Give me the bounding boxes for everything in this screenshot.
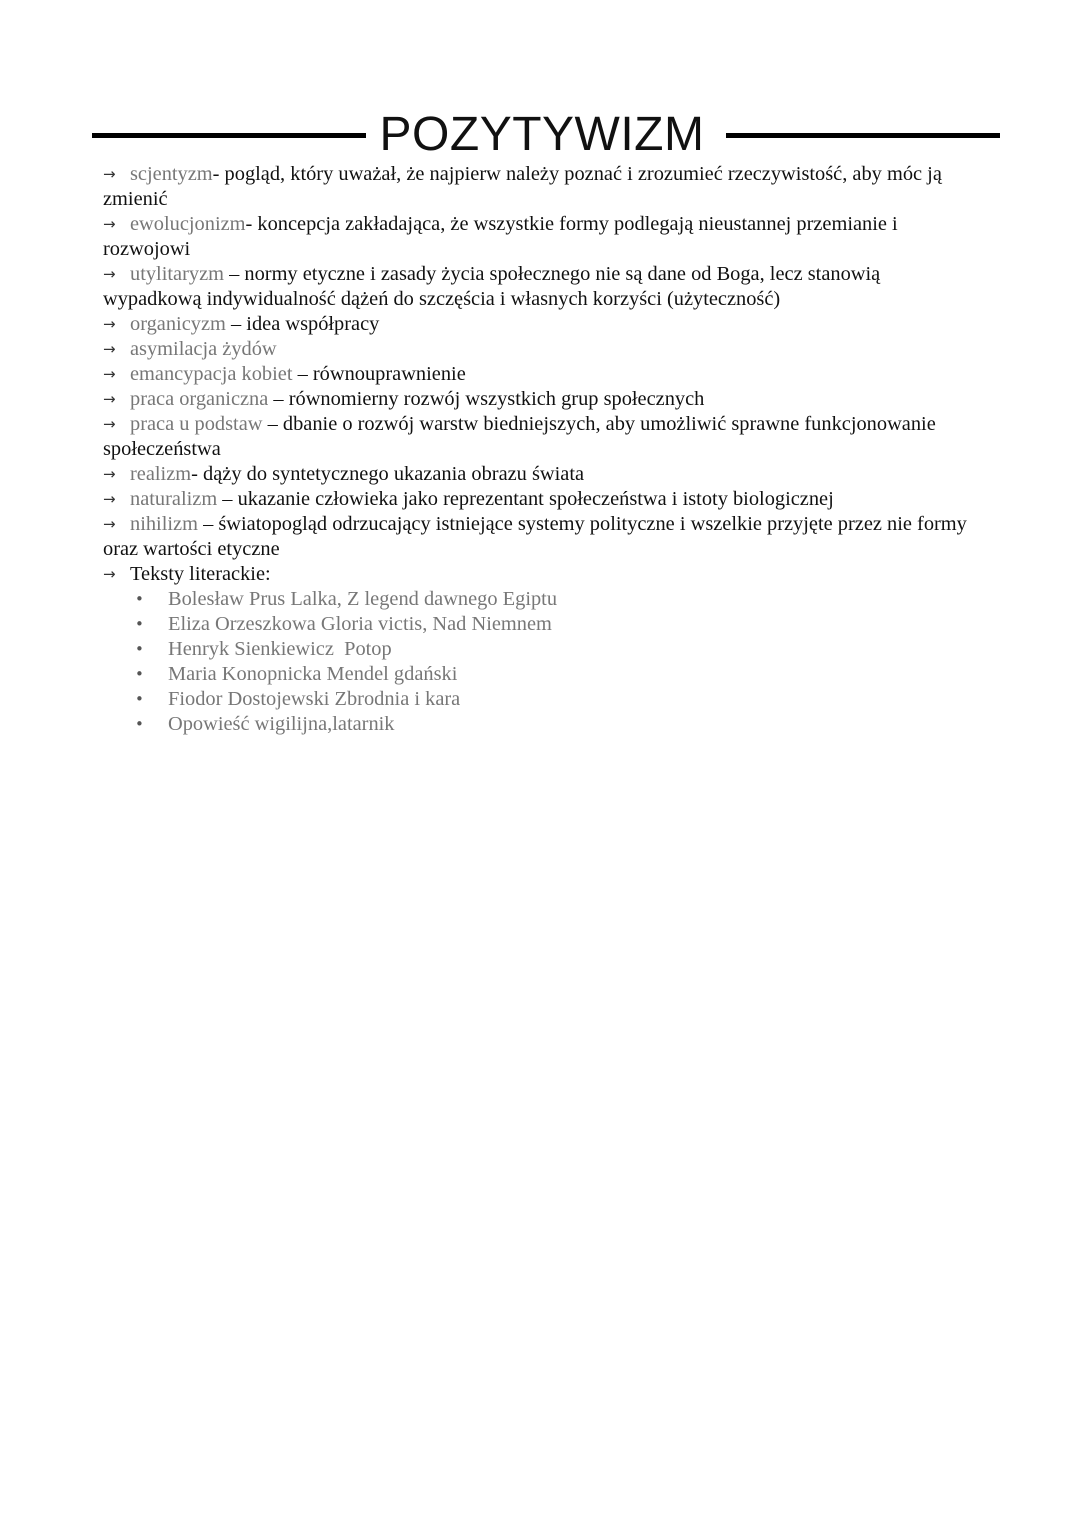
- definition-term: emancypacja kobiet: [130, 363, 293, 385]
- definition-text: - pogląd, który uważał, że najpierw należy poznać i zrozumieć rzeczywistość, aby móc ją zmienić: [103, 163, 942, 210]
- definition-text: - koncepcja zakładająca, że wszystkie formy podlegają nieustannej przemianie i rozwojowi: [103, 213, 898, 260]
- definition-term: praca organiczna: [130, 388, 269, 410]
- literary-text-title: Eliza Orzeszkowa Gloria victis, Nad Niemnem: [168, 613, 552, 635]
- literary-texts-list: [103, 587, 983, 737]
- definition-text: – równomierny rozwój wszystkich grup społecznych: [268, 388, 705, 410]
- definition-list: [103, 162, 983, 562]
- definition-entry: [103, 412, 983, 462]
- definition-term: scjentyzm: [130, 163, 213, 185]
- page-title: POZYTYWIZM: [379, 108, 705, 161]
- definition-text: - dąży do syntetycznego ukazania obrazu świata: [191, 463, 585, 485]
- definition-text: – idea współpracy: [225, 313, 380, 335]
- definition-entry: [103, 512, 983, 562]
- arrow-icon: →: [103, 215, 116, 233]
- definition-term: nihilizm: [130, 513, 198, 535]
- literary-text-item: [131, 687, 983, 712]
- arrow-icon: →: [103, 390, 116, 408]
- definition-entry: [103, 312, 983, 337]
- definition-entry: [103, 212, 983, 262]
- literary-text-title: Bolesław Prus Lalka, Z legend dawnego Egiptu: [168, 588, 558, 610]
- arrow-icon: →: [103, 490, 116, 508]
- definition-term: asymilacja żydów: [130, 338, 277, 360]
- arrow-icon: →: [103, 315, 116, 333]
- title-row: [92, 104, 1000, 166]
- texts-heading: Teksty literackie:: [130, 563, 271, 585]
- arrow-icon: →: [103, 365, 116, 383]
- definition-term: organicyzm: [130, 313, 226, 335]
- bullet-icon: •: [135, 690, 144, 708]
- arrow-icon: →: [103, 515, 116, 533]
- arrow-icon: →: [103, 415, 116, 433]
- arrow-icon: →: [103, 565, 116, 583]
- definition-entry: [103, 387, 983, 412]
- arrow-icon: →: [103, 465, 116, 483]
- bullet-icon: •: [135, 665, 144, 683]
- definition-text: – ukazanie człowieka jako reprezentant społeczeństwa i istoty biologicznej: [217, 488, 834, 510]
- literary-text-item: [131, 637, 983, 662]
- definition-text: – normy etyczne i zasady życia społecznego nie są dane od Boga, lecz stanowią wypadkową indywidualność dążeń do szczęścia i własnych korzyści (użyteczność): [103, 263, 881, 310]
- literary-text-item: [131, 662, 983, 687]
- definition-term: naturalizm: [130, 488, 218, 510]
- definition-entry: [103, 262, 983, 312]
- bullet-icon: •: [135, 590, 144, 608]
- arrow-icon: →: [103, 165, 116, 183]
- definition-entry: [103, 162, 983, 212]
- arrow-icon: →: [103, 265, 116, 283]
- literary-text-title: Maria Konopnicka Mendel gdański: [168, 663, 458, 685]
- definition-text: – dbanie o rozwój warstw biedniejszych, aby umożliwić sprawne funkcjonowanie społeczeństwa: [103, 413, 936, 460]
- notes-content: [103, 162, 983, 737]
- definition-term: realizm: [130, 463, 192, 485]
- definition-text: – równouprawnienie: [292, 363, 466, 385]
- definition-entry: [103, 462, 983, 487]
- definition-entry: [103, 362, 983, 387]
- literary-text-title: Henryk Sienkiewicz Potop: [168, 638, 392, 660]
- arrow-icon: →: [103, 340, 116, 358]
- definition-term: ewolucjonizm: [130, 213, 246, 235]
- title-rule-right: [726, 133, 1000, 138]
- bullet-icon: •: [135, 715, 144, 733]
- definition-term: praca u podstaw: [130, 413, 263, 435]
- literary-text-title: Fiodor Dostojewski Zbrodnia i kara: [168, 688, 461, 710]
- definition-entry: [103, 337, 983, 362]
- title-rule-left: [92, 133, 366, 138]
- literary-text-item: [131, 612, 983, 637]
- definition-text: – światopogląd odrzucający istniejące systemy polityczne i wszelkie przyjęte przez nie formy oraz wartości etyczne: [103, 513, 967, 560]
- bullet-icon: •: [135, 640, 144, 658]
- bullet-icon: •: [135, 615, 144, 633]
- literary-text-item: [131, 712, 983, 737]
- definition-term: utylitaryzm: [130, 263, 224, 285]
- literary-text-item: [131, 587, 983, 612]
- texts-heading-entry: [103, 562, 983, 587]
- definition-entry: [103, 487, 983, 512]
- literary-text-title: Opowieść wigilijna,latarnik: [168, 713, 395, 735]
